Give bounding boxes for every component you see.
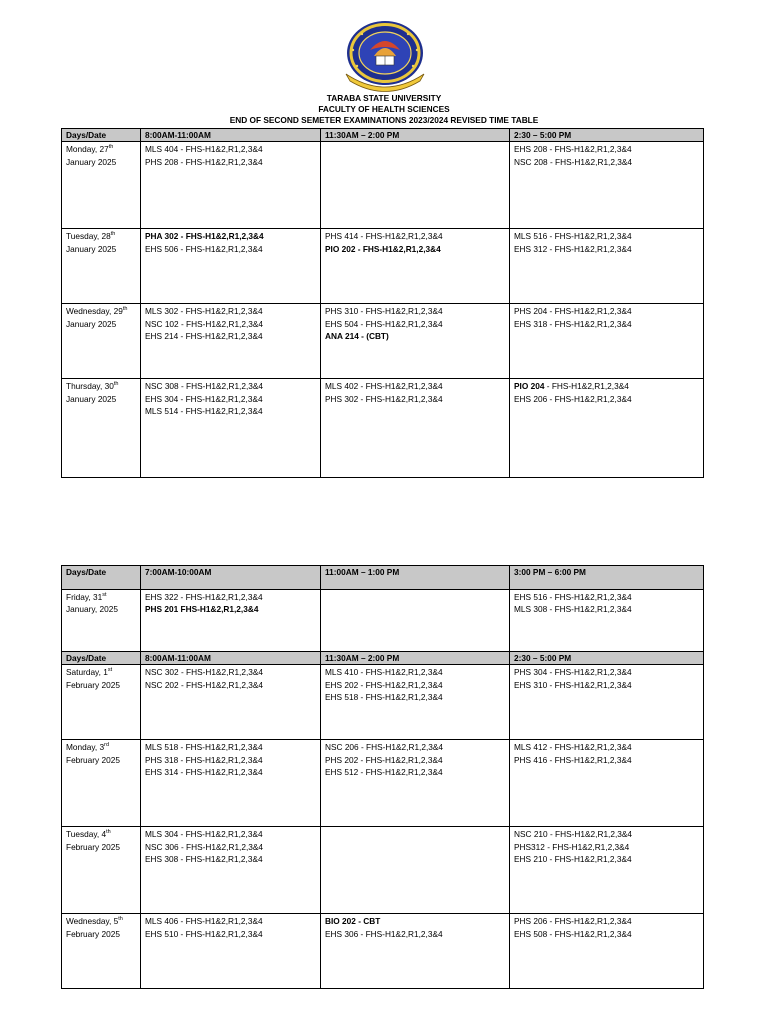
timetable-part-1 <box>61 128 704 478</box>
exam-entry: NSC 302 - FHS-H1&2,R1,2,3&4 <box>145 667 264 678</box>
column-header: 11:30AM – 2:00 PM <box>321 652 510 665</box>
table-row <box>62 827 704 914</box>
ordinal-suffix: st <box>102 592 107 598</box>
header-row <box>62 129 704 142</box>
exam-entry: EHS 206 - FHS-H1&2,R1,2,3&4 <box>514 393 632 404</box>
exam-slot-cell <box>321 229 510 304</box>
date-label: January 2025 <box>66 393 117 404</box>
exam-entry: PHS 202 - FHS-H1&2,R1,2,3&4 <box>325 754 443 765</box>
column-header: 11:30AM – 2:00 PM <box>321 129 510 142</box>
column-header: 8:00AM-11:00AM <box>141 129 321 142</box>
exam-entry: EHS 310 - FHS-H1&2,R1,2,3&4 <box>514 679 632 690</box>
exam-slot-cell <box>510 740 704 827</box>
table-row <box>62 914 704 989</box>
exam-entry: EHS 512 - FHS-H1&2,R1,2,3&4 <box>325 766 443 777</box>
column-header: Days/Date <box>62 566 141 590</box>
date-label: January 2025 <box>66 243 117 254</box>
exam-entry: PIO 202 - FHS-H1&2,R1,2,3&4 <box>325 243 441 254</box>
day-date-cell <box>62 304 141 379</box>
column-header: 3:00 PM – 6:00 PM <box>510 566 704 590</box>
document-header <box>0 93 768 126</box>
exam-entry: EHS 518 - FHS-H1&2,R1,2,3&4 <box>325 691 443 702</box>
exam-entry: EHS 306 - FHS-H1&2,R1,2,3&4 <box>325 928 443 939</box>
exam-slot-cell <box>141 304 321 379</box>
ordinal-suffix: th <box>110 231 116 238</box>
day-label: Monday, 27th <box>66 144 114 155</box>
exam-entry: MLS 402 - FHS-H1&2,R1,2,3&4 <box>325 381 443 392</box>
exam-entry: EHS 506 - FHS-H1&2,R1,2,3&4 <box>145 243 263 254</box>
exam-entry: NSC 206 - FHS-H1&2,R1,2,3&4 <box>325 742 444 753</box>
exam-entry: PHS 310 - FHS-H1&2,R1,2,3&4 <box>325 306 443 317</box>
exam-slot-cell <box>510 590 704 652</box>
ordinal-suffix: th <box>106 829 111 836</box>
exam-slot-cell <box>321 914 510 989</box>
exam-slot-cell <box>141 914 321 989</box>
date-label: January 2025 <box>66 318 117 329</box>
day-label: Thursday, 30th <box>66 381 119 392</box>
exam-entry: BIO 202 - CBT <box>325 916 381 927</box>
column-header: 8:00AM-11:00AM <box>141 652 321 665</box>
exam-slot-cell <box>510 304 704 379</box>
table-row <box>62 304 704 379</box>
exam-entry: PHS 201 FHS-H1&2,R1,2,3&4 <box>145 604 259 615</box>
day-date-cell <box>62 590 141 652</box>
exam-slot-cell <box>321 665 510 740</box>
exam-entry: PHS312 - FHS-H1&2,R1,2,3&4 <box>514 841 630 852</box>
table-row <box>62 740 704 827</box>
exam-entry: MLS 304 - FHS-H1&2,R1,2,3&4 <box>145 829 263 840</box>
exam-entry: PIO 204 - FHS-H1&2,R1,2,3&4 <box>514 381 629 392</box>
date-label: January, 2025 <box>66 604 118 615</box>
day-date-cell <box>62 379 141 478</box>
exam-entry: NSC 308 - FHS-H1&2,R1,2,3&4 <box>145 381 264 392</box>
exam-slot-cell <box>510 142 704 229</box>
day-label: Saturday, 1st <box>66 667 113 678</box>
day-label: Monday, 3rd <box>66 742 110 753</box>
exam-slot-cell <box>141 827 321 914</box>
day-label: Tuesday, 28th <box>66 231 116 242</box>
exam-entry: PHS 416 - FHS-H1&2,R1,2,3&4 <box>514 754 632 765</box>
exam-entry: PHS 206 - FHS-H1&2,R1,2,3&4 <box>514 916 632 927</box>
exam-entry: ANA 214 - (CBT) <box>325 330 389 341</box>
column-header: 2:30 – 5:00 PM <box>510 129 704 142</box>
exam-slot-cell <box>141 590 321 652</box>
exam-slot-cell <box>321 142 510 229</box>
exam-entry: PHS 304 - FHS-H1&2,R1,2,3&4 <box>514 667 632 678</box>
exam-entry: EHS 214 - FHS-H1&2,R1,2,3&4 <box>145 330 263 341</box>
day-date-cell <box>62 740 141 827</box>
exam-entry: EHS 304 - FHS-H1&2,R1,2,3&4 <box>145 393 263 404</box>
exam-entry: NSC 102 - FHS-H1&2,R1,2,3&4 <box>145 318 264 329</box>
exam-entry: NSC 208 - FHS-H1&2,R1,2,3&4 <box>514 156 633 167</box>
exam-entry: MLS 404 - FHS-H1&2,R1,2,3&4 <box>145 144 263 155</box>
exam-slot-cell <box>141 379 321 478</box>
timetable-title: END OF SECOND SEMETER EXAMINATIONS 2023/2024 REVISED TIME TABLE <box>229 115 539 125</box>
date-label: February 2025 <box>66 754 120 765</box>
column-header: Days/Date <box>62 129 141 142</box>
exam-entry: MLS 406 - FHS-H1&2,R1,2,3&4 <box>145 916 263 927</box>
exam-slot-cell <box>141 665 321 740</box>
exam-slot-cell <box>321 827 510 914</box>
exam-slot-cell <box>510 229 704 304</box>
exam-entry: PHS 204 - FHS-H1&2,R1,2,3&4 <box>514 306 632 317</box>
exam-entry: MLS 412 - FHS-H1&2,R1,2,3&4 <box>514 742 632 753</box>
ordinal-suffix: th <box>113 381 119 388</box>
exam-entry: PHS 302 - FHS-H1&2,R1,2,3&4 <box>325 393 443 404</box>
exam-entry: EHS 516 - FHS-H1&2,R1,2,3&4 <box>514 592 632 602</box>
exam-entry: EHS 210 - FHS-H1&2,R1,2,3&4 <box>514 853 632 864</box>
exam-entry: NSC 202 - FHS-H1&2,R1,2,3&4 <box>145 679 264 690</box>
table-row <box>62 229 704 304</box>
day-date-cell <box>62 914 141 989</box>
day-label: Wednesday, 5th <box>66 916 123 927</box>
ordinal-suffix: th <box>118 916 123 923</box>
exam-entry: MLS 514 - FHS-H1&2,R1,2,3&4 <box>145 405 263 416</box>
exam-slot-cell <box>321 590 510 652</box>
exam-entry: EHS 312 - FHS-H1&2,R1,2,3&4 <box>514 243 632 254</box>
exam-entry: PHS 208 - FHS-H1&2,R1,2,3&4 <box>145 156 263 167</box>
exam-slot-cell <box>510 827 704 914</box>
day-date-cell <box>62 827 141 914</box>
date-label: February 2025 <box>66 928 120 939</box>
ordinal-suffix: th <box>122 306 128 313</box>
date-label: February 2025 <box>66 841 120 852</box>
exam-entry: MLS 302 - FHS-H1&2,R1,2,3&4 <box>145 306 263 317</box>
table-row <box>62 142 704 229</box>
exam-slot-cell <box>321 740 510 827</box>
exam-entry: NSC 306 - FHS-H1&2,R1,2,3&4 <box>145 841 264 852</box>
exam-slot-cell <box>510 914 704 989</box>
column-header: Days/Date <box>62 652 141 665</box>
faculty-name: FACULTY OF HEALTH SCIENCES <box>318 104 450 114</box>
exam-entry: MLS 518 - FHS-H1&2,R1,2,3&4 <box>145 742 263 753</box>
day-label: Wednesday, 29th <box>66 306 128 317</box>
exam-slot-cell <box>141 740 321 827</box>
exam-slot-cell <box>141 142 321 229</box>
exam-entry: EHS 208 - FHS-H1&2,R1,2,3&4 <box>514 144 632 155</box>
column-header: 11:00AM – 1:00 PM <box>321 566 510 590</box>
date-label: February 2025 <box>66 679 120 690</box>
day-label: Friday, 31st <box>66 592 107 602</box>
exam-slot-cell <box>510 665 704 740</box>
day-date-cell <box>62 142 141 229</box>
university-logo <box>340 20 430 92</box>
date-label: January 2025 <box>66 156 117 167</box>
header-row <box>62 652 704 665</box>
exam-entry: EHS 202 - FHS-H1&2,R1,2,3&4 <box>325 679 443 690</box>
header-row <box>62 566 704 590</box>
exam-entry: EHS 322 - FHS-H1&2,R1,2,3&4 <box>145 592 263 602</box>
exam-entry: EHS 314 - FHS-H1&2,R1,2,3&4 <box>145 766 263 777</box>
exam-slot-cell <box>141 229 321 304</box>
exam-entry: PHS 318 - FHS-H1&2,R1,2,3&4 <box>145 754 263 765</box>
exam-entry: EHS 504 - FHS-H1&2,R1,2,3&4 <box>325 318 443 329</box>
ordinal-suffix: th <box>108 144 114 151</box>
column-header: 2:30 – 5:00 PM <box>510 652 704 665</box>
exam-entry: MLS 410 - FHS-H1&2,R1,2,3&4 <box>325 667 443 678</box>
exam-entry: MLS 308 - FHS-H1&2,R1,2,3&4 <box>514 604 632 615</box>
day-label: Tuesday, 4th <box>66 829 111 840</box>
table-row <box>62 590 704 652</box>
ordinal-suffix: st <box>107 667 113 674</box>
timetable-part-2 <box>61 565 704 989</box>
column-header: 7:00AM-10:00AM <box>141 566 321 590</box>
exam-slot-cell <box>321 379 510 478</box>
exam-slot-cell <box>321 304 510 379</box>
exam-entry: EHS 508 - FHS-H1&2,R1,2,3&4 <box>514 928 632 939</box>
table-row <box>62 379 704 478</box>
exam-entry: EHS 510 - FHS-H1&2,R1,2,3&4 <box>145 928 263 939</box>
exam-entry: EHS 318 - FHS-H1&2,R1,2,3&4 <box>514 318 632 329</box>
table-row <box>62 665 704 740</box>
exam-entry: PHA 302 - FHS-H1&2,R1,2,3&4 <box>145 231 264 242</box>
exam-entry: MLS 516 - FHS-H1&2,R1,2,3&4 <box>514 231 632 242</box>
university-name: TARABA STATE UNIVERSITY <box>326 93 442 103</box>
day-date-cell <box>62 665 141 740</box>
exam-entry: NSC 210 - FHS-H1&2,R1,2,3&4 <box>514 829 633 840</box>
exam-slot-cell <box>510 379 704 478</box>
exam-entry: PHS 414 - FHS-H1&2,R1,2,3&4 <box>325 231 443 242</box>
ordinal-suffix: rd <box>104 742 110 749</box>
day-date-cell <box>62 229 141 304</box>
exam-entry: EHS 308 - FHS-H1&2,R1,2,3&4 <box>145 853 263 864</box>
